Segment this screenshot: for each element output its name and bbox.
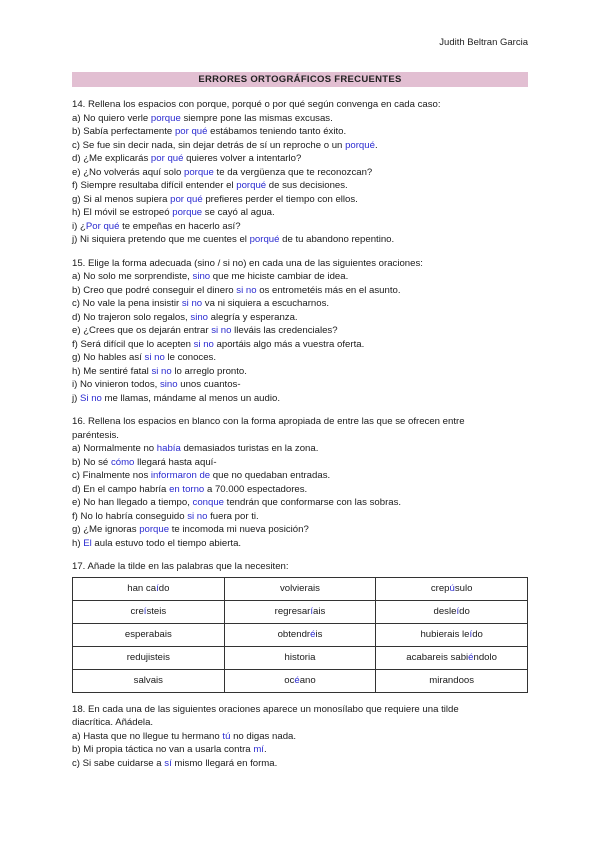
line-text: lleváis las credenciales?: [231, 325, 338, 336]
line-text: a 70.000 espectadores.: [204, 483, 308, 495]
answer-text: sino: [190, 311, 208, 323]
document-title: ERRORES ORTOGRÁFICOS FRECUENTES: [72, 72, 528, 87]
line-text: h) Me sentiré fatal: [72, 365, 152, 377]
ex14-line: [72, 220, 532, 234]
accent-letter: é: [310, 628, 316, 640]
ex15-line: [72, 297, 532, 311]
answer-text: porque: [172, 207, 203, 218]
exercise-15: [72, 257, 532, 406]
word-part: steis: [146, 605, 167, 617]
line-text: b) Creo que podré conseguir el dinero: [72, 284, 237, 296]
accent-letter: í: [456, 605, 460, 617]
word-part: sulo: [454, 582, 473, 594]
line-text: d) ¿Me explicarás: [72, 153, 151, 164]
table-cell: [73, 600, 225, 623]
table-cell: [73, 669, 225, 692]
exercise-17-heading: 17. Añade la tilde en las palabras que la necesiten:: [72, 561, 289, 572]
line-text: unos cuantos-: [177, 379, 241, 390]
line-text: f) Siempre resultaba difícil entender el: [72, 180, 237, 191]
line-text: e) ¿Crees que os dejarán entrar: [72, 325, 212, 336]
line-text: de tu abandono repentino.: [279, 234, 395, 245]
answer-text: por qué: [174, 126, 208, 137]
ex15-line: [72, 284, 532, 298]
line-text: g) Si al menos supiera: [72, 193, 171, 205]
word-part: redujisteis: [126, 651, 170, 663]
ex15-line: [72, 378, 532, 392]
table-row: [73, 577, 528, 600]
line-text: b) Sabía perfectamente: [72, 126, 175, 137]
ex14-line: [72, 152, 532, 166]
table-row: [73, 646, 528, 669]
table-cell: [224, 669, 376, 692]
exercise-16-heading-line-2: paréntesis.: [72, 429, 119, 441]
answer-text: por qué: [150, 153, 184, 164]
exercise-15-lines: [72, 270, 532, 405]
answer-text: sino: [192, 271, 211, 282]
answer-text: si no: [181, 298, 203, 309]
line-text: va ni siquiera a escucharnos.: [202, 298, 330, 309]
ex16-line: [72, 469, 532, 483]
table-cell: [376, 646, 528, 669]
word-part: volvierais: [279, 582, 320, 594]
word-part: acabareis sabi: [406, 651, 469, 663]
exercise-17: [72, 560, 532, 693]
line-text: d) En el campo habría: [72, 483, 170, 495]
table-cell: [376, 577, 528, 600]
line-text: fuera por ti.: [207, 510, 259, 522]
answer-text: Si no: [80, 392, 102, 404]
accent-letter: é: [468, 651, 474, 663]
word-part: do: [472, 628, 483, 640]
line-text: llegará hasta aquí-: [134, 456, 217, 468]
ex15-line: [72, 270, 532, 284]
accent-letter: í: [310, 605, 314, 617]
ex16-line: [72, 442, 532, 456]
line-text: siempre pone las mismas excusas.: [180, 112, 333, 124]
answer-text: porque: [183, 166, 214, 178]
ex14-line: [72, 193, 532, 207]
word-part: cre: [130, 605, 144, 617]
line-text: g) ¿Me ignoras: [72, 524, 140, 535]
ex14-line: [72, 166, 532, 180]
accent-letter: í: [156, 582, 159, 594]
line-text: g) No hables así: [72, 352, 145, 363]
table-cell: [224, 623, 376, 646]
line-text: que me hiciste cambiar de idea.: [210, 271, 349, 282]
exercise-16-heading-line-1: 16. Rellena los espacios en blanco con la forma apropiada de entre las que se ofrecen entre: [72, 416, 465, 427]
answer-text: Por qué: [85, 220, 120, 232]
answer-text: porqué: [236, 180, 267, 191]
answer-text: había: [156, 443, 181, 454]
answer-text: sino: [159, 379, 178, 390]
line-text: mismo llegará en forma.: [171, 757, 278, 769]
table-cell: [376, 669, 528, 692]
line-text: lo arreglo pronto.: [171, 365, 247, 377]
exercise-14-lines: [72, 112, 532, 247]
line-text: estábamos teniendo tanto éxito.: [207, 126, 347, 137]
word-part: do: [158, 582, 170, 594]
exercise-18-heading-line-2: diacrítica. Añádela.: [72, 717, 154, 728]
answer-text: porqué: [249, 234, 280, 245]
line-text: tendrán que conformarse con las sobras.: [224, 497, 402, 508]
line-text: prefieres perder el tiempo con ellos.: [202, 193, 358, 205]
table-cell: [376, 600, 528, 623]
word-part: do: [459, 605, 470, 617]
answer-text: cómo: [110, 456, 135, 468]
line-text: os entrometéis más en el asunto.: [256, 284, 401, 296]
answer-text: porque: [150, 112, 181, 124]
line-text: demasiados turistas en la zona.: [180, 443, 319, 454]
line-text: c) No vale la pena insistir: [72, 298, 182, 309]
line-text: c) Si sabe cuidarse a: [72, 757, 165, 769]
table-row: [73, 600, 528, 623]
line-text: se cayó al agua.: [202, 207, 275, 218]
answer-text: informaron de: [150, 470, 211, 481]
word-part: esperabais: [124, 628, 172, 640]
line-text: a) Hasta que no llegue tu hermano: [72, 730, 223, 742]
line-text: i) ¿: [72, 220, 86, 232]
line-text: a) No quiero verle: [72, 112, 151, 124]
exercise-14: [72, 98, 532, 247]
line-text: f) Será difícil que lo acepten: [72, 338, 194, 350]
word-part: ndolo: [473, 651, 497, 663]
line-text: te incomoda mi nueva posición?: [169, 524, 309, 535]
word-part: crep: [430, 582, 450, 594]
table-row: [73, 669, 528, 692]
answer-text: porque: [139, 524, 170, 535]
author-name: Judith Beltran Garcia: [439, 37, 528, 48]
ex16-line: [72, 456, 532, 470]
ex15-line: [72, 392, 532, 406]
accent-letter: í: [143, 605, 147, 617]
exercise-14-heading: 14. Rellena los espacios con porque, porqué o por qué según convenga en cada caso:: [72, 99, 441, 110]
word-part: han ca: [127, 582, 157, 594]
line-text: aportáis algo más a vuestra oferta.: [213, 338, 365, 350]
answer-text: si no: [211, 325, 232, 336]
ex18-line: [72, 730, 532, 744]
table-cell: [73, 646, 225, 669]
table-row: [73, 623, 528, 646]
answer-text: mí: [253, 744, 264, 755]
line-text: h): [72, 537, 84, 549]
line-text: j): [72, 392, 80, 404]
document-content: [72, 98, 532, 770]
table-cell: [224, 577, 376, 600]
word-part: is: [315, 628, 323, 640]
answer-text: si no: [236, 284, 257, 296]
word-part: historia: [284, 651, 316, 663]
word-part: salvais: [133, 674, 163, 686]
exercise-16: [72, 415, 532, 550]
line-text: .: [374, 139, 378, 151]
line-text: quieres volver a intentarlo?: [183, 153, 302, 164]
word-part: regresar: [274, 605, 311, 617]
tilde-table: [72, 577, 528, 693]
exercise-16-lines: [72, 442, 532, 550]
ex16-line: [72, 537, 532, 551]
ex16-line: [72, 510, 532, 524]
answer-text: en torno: [169, 483, 205, 495]
ex14-line: [72, 125, 532, 139]
line-text: c) Se fue sin decir nada, sin dejar detrás de sí un reproche o un: [72, 139, 346, 151]
ex14-line: [72, 179, 532, 193]
ex14-line: [72, 206, 532, 220]
answer-text: sí: [164, 757, 172, 769]
ex15-line: [72, 365, 532, 379]
table-cell: [73, 577, 225, 600]
ex15-line: [72, 311, 532, 325]
line-text: e) No han llegado a tiempo,: [72, 497, 193, 508]
ex15-line: [72, 324, 532, 338]
ex14-line: [72, 112, 532, 126]
answer-text: porqué: [345, 139, 375, 151]
answer-text: si no: [193, 338, 214, 350]
line-text: aula estuvo todo el tiempo abierta.: [91, 537, 242, 549]
ex18-line: [72, 743, 532, 757]
line-text: .: [263, 744, 267, 755]
line-text: d) No trajeron solo regalos,: [72, 311, 191, 323]
word-part: desle: [433, 605, 457, 617]
exercise-18-heading-line-1: 18. En cada una de las siguientes oraciones aparece un monosílabo que requiere una tilde: [72, 703, 459, 715]
ex16-line: [72, 523, 532, 537]
ex16-line: [72, 483, 532, 497]
line-text: a) Normalmente no: [72, 443, 157, 454]
answer-text: si no: [187, 510, 208, 522]
line-text: alegría y esperanza.: [208, 311, 298, 323]
answer-text: conque: [192, 497, 225, 508]
ex14-line: [72, 233, 532, 247]
word-part: hubierais le: [420, 628, 470, 640]
line-text: j) Ni siquiera pretendo que me cuentes el: [72, 234, 250, 245]
exercise-15-heading: 15. Elige la forma adecuada (sino / si no) en cada una de las siguientes oraciones:: [72, 257, 423, 269]
word-part: ais: [313, 605, 326, 617]
line-text: i) No vinieron todos,: [72, 379, 160, 390]
line-text: e) ¿No volverás aquí solo: [72, 166, 184, 178]
line-text: de sus decisiones.: [266, 180, 348, 191]
line-text: f) No lo habría conseguido: [72, 510, 188, 522]
line-text: me llamas, mándame al menos un audio.: [101, 392, 280, 404]
line-text: b) Mi propia táctica no van a usarla contra: [72, 744, 254, 755]
line-text: le conoces.: [164, 352, 216, 363]
table-cell: [224, 646, 376, 669]
answer-text: si no: [151, 365, 172, 377]
line-text: no digas nada.: [230, 730, 297, 742]
line-text: te da vergüenza que te reconozcan?: [213, 166, 373, 178]
answer-text: El: [83, 537, 92, 549]
table-cell: [73, 623, 225, 646]
line-text: b) No sé: [72, 456, 111, 468]
exercise-18-lines: [72, 730, 532, 771]
ex15-line: [72, 338, 532, 352]
line-text: te empeñas en hacerlo así?: [119, 220, 241, 232]
accent-letter: é: [294, 674, 300, 686]
exercise-18: [72, 703, 532, 771]
ex16-line: [72, 496, 532, 510]
answer-text: si no: [144, 352, 165, 363]
ex14-line: [72, 139, 532, 153]
table-cell: [376, 623, 528, 646]
accent-letter: ú: [449, 582, 455, 594]
line-text: a) No solo me sorprendiste,: [72, 271, 193, 282]
answer-text: por qué: [170, 193, 203, 205]
word-part: mirandoos: [429, 674, 475, 686]
table-cell: [224, 600, 376, 623]
line-text: h) El móvil se estropeó: [72, 207, 173, 218]
line-text: c) Finalmente nos: [72, 470, 151, 481]
accent-letter: í: [469, 628, 473, 640]
ex18-line: [72, 757, 532, 771]
word-part: ano: [299, 674, 316, 686]
word-part: obtendr: [277, 628, 311, 640]
ex15-line: [72, 351, 532, 365]
answer-text: tú: [222, 730, 231, 742]
word-part: oc: [284, 674, 295, 686]
line-text: que no quedaban entradas.: [210, 470, 331, 481]
